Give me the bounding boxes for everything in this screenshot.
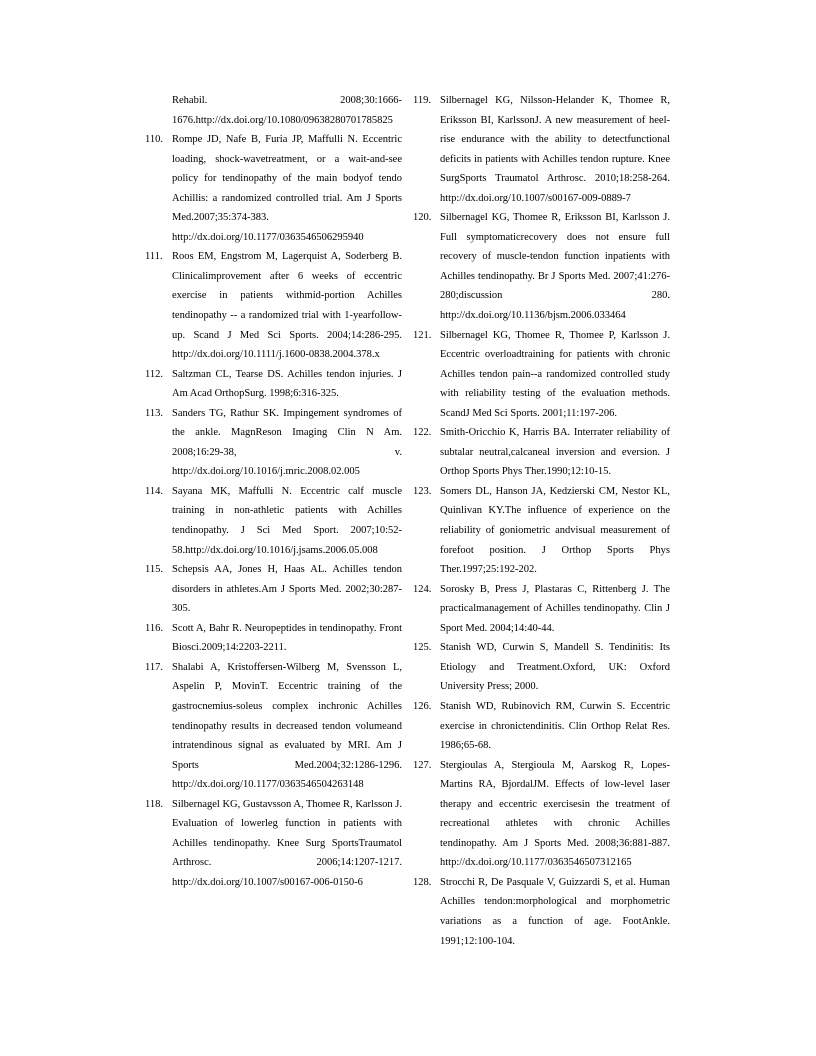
- reference-number: 122.: [413, 427, 432, 439]
- reference-text: Scott A, Bahr R. Neuropeptides in tendinopathy. Front Biosci.2009;14:2203-2211.: [172, 622, 402, 654]
- reference-item: [145, 365, 402, 404]
- reference-text: Saltzman CL, Tearse DS. Achilles tendon injuries. J Am Acad OrthopSurg. 1998;6:316-325.: [172, 368, 402, 400]
- references-column-right: [413, 91, 670, 951]
- reference-item: [413, 756, 670, 873]
- reference-number: 119.: [413, 95, 431, 106]
- reference-text: Sanders TG, Rathur SK. Impingement syndromes of the ankle. MagnReson Imaging Clin N Am. 2008;16:29-38, v. http://dx.doi.org/10.1016/j.mric.2008.02.005: [172, 407, 402, 478]
- reference-text: Roos EM, Engstrom M, Lagerquist A, Soderberg B. Clinicalimprovement after 6 weeks of eccentric exercise in patients withmid-portion Achilles tendinopathy -- a randomized trial with 1-yearfollow-up. Scand J Med Sci Sports. 2004;14:286-295. http://dx.doi.org/10.1111/j.1600-0838.2004.378.x: [172, 251, 402, 361]
- reference-text: Silbernagel KG, Thomee R, Thomee P, Karlsson J. Eccentric overloadtraining for patients with chronic Achilles tendon pain--a randomized controlled study with reliability testing of the evaluation methods. ScandJ Med Sci Sports. 2001;11:197-206.: [440, 329, 670, 419]
- reference-item: [413, 326, 670, 424]
- reference-number: 117.: [145, 661, 163, 673]
- reference-number: 123.: [413, 485, 432, 497]
- reference-number: 118.: [145, 798, 163, 810]
- reference-number: 125.: [413, 642, 432, 654]
- reference-continuation: [145, 91, 402, 130]
- reference-item: [145, 247, 402, 364]
- reference-number: 126.: [413, 700, 432, 712]
- reference-number: 114.: [145, 485, 163, 497]
- reference-item: [413, 208, 670, 325]
- reference-item: [145, 795, 402, 893]
- reference-item: [413, 482, 670, 580]
- reference-item: [413, 638, 670, 697]
- reference-item: [145, 404, 402, 482]
- references-column-left: [145, 91, 402, 892]
- reference-item: [413, 697, 670, 756]
- reference-item: [413, 423, 670, 482]
- reference-continuation-text: Rehabil. 2008;30:1666-1676.http://dx.doi.org/10.1080/09638280701785825: [172, 95, 402, 126]
- reference-number: 112.: [145, 368, 163, 380]
- reference-number: 127.: [413, 759, 432, 771]
- reference-item: [145, 560, 402, 619]
- reference-text: Stanish WD, Rubinovich RM, Curwin S. Eccentric exercise in chronictendinitis. Clin Orthop Relat Res. 1986;65-68.: [440, 700, 670, 752]
- reference-text: Strocchi R, De Pasquale V, Guizzardi S, et al. Human Achilles tendon:morphological and morphometric variations as a function of age. FootAnkle. 1991;12:100-104.: [440, 876, 670, 947]
- reference-text: Schepsis AA, Jones H, Haas AL. Achilles tendon disorders in athletes.Am J Sports Med. 2002;30:287-305.: [172, 564, 402, 615]
- reference-item: [145, 658, 402, 795]
- reference-item: [413, 580, 670, 639]
- reference-text: Sorosky B, Press J, Plastaras C, Rittenberg J. The practicalmanagement of Achilles tendinopathy. Clin J Sport Med. 2004;14:40-44.: [440, 583, 670, 634]
- reference-item: [145, 619, 402, 658]
- reference-text: Stanish WD, Curwin S, Mandell S. Tendinitis: Its Etiology and Treatment.Oxford, UK: Oxford University Press; 2000.: [440, 642, 670, 693]
- reference-item: [145, 130, 402, 247]
- reference-text: Silbernagel KG, Thomee R, Eriksson BI, Karlsson J. Full symptomaticrecovery does not ensure full recovery of muscle-tendon function inpatients with Achilles tendinopathy. Br J Sports Med. 2007;41:276-280;discussion 280. http://dx.doi.org/10.1136/bjsm.2006.033464: [440, 212, 670, 322]
- reference-text: Smith-Oricchio K, Harris BA. Interrater reliability of subtalar neutral,calcaneal inversion and eversion. J Orthop Sports Phys Ther.1990;12:10-15.: [440, 427, 670, 478]
- reference-number: 128.: [413, 876, 432, 888]
- reference-number: 124.: [413, 583, 432, 595]
- reference-number: 121.: [413, 329, 432, 341]
- reference-text: Stergioulas A, Stergioula M, Aarskog R, Lopes-Martins RA, BjordalJM. Effects of low-level laser therapy and eccentric exercisesin the treatment of recreational athletes with chronic Achilles tendinopathy. Am J Sports Med. 2008;36:881-887. http://dx.doi.org/10.1177/0363546507312165: [440, 759, 670, 869]
- reference-item: [413, 873, 670, 951]
- reference-text: Sayana MK, Maffulli N. Eccentric calf muscle training in non-athletic patients with Achilles tendinopathy. J Sci Med Sport. 2007;10:52-58.http://dx.doi.org/10.1016/j.jsams.2006.05.008: [172, 485, 402, 556]
- reference-item: [145, 482, 402, 560]
- reference-text: Somers DL, Hanson JA, Kedzierski CM, Nestor KL, Quinlivan KY.The influence of experience on the reliability of goniometric andvisual measurement of forefoot position. J Orthop Sports Phys Ther.1997;25:192-202.: [440, 485, 670, 576]
- reference-text: Silbernagel KG, Gustavsson A, Thomee R, Karlsson J. Evaluation of lowerleg function in patients with Achilles tendinopathy. Knee Surg SportsTraumatol Arthrosc. 2006;14:1207-1217. http://dx.doi.org/10.1007/s00167-006-0150-6: [172, 798, 402, 888]
- reference-text: Silbernagel KG, Nilsson-Helander K, Thomee R, Eriksson BI, KarlssonJ. A new measurement of heel-rise endurance with the ability to detectfunctional deficits in patients with Achilles tendon rupture. Knee SurgSports Traumatol Arthrosc. 2010;18:258-264. http://dx.doi.org/10.1007/s00167-009-0889-7: [440, 95, 670, 204]
- reference-number: 111.: [145, 251, 163, 263]
- reference-number: 115.: [145, 564, 163, 576]
- reference-number: 116.: [145, 622, 163, 634]
- reference-number: 113.: [145, 407, 163, 419]
- reference-text: Rompe JD, Nafe B, Furia JP, Maffulli N. Eccentric loading, shock-wavetreatment, or a wait-and-see policy for tendinopathy of the main bodyof tendo Achillis: a randomized controlled trial. Am J Sports Med.2007;35:374-383. http://dx.doi.org/10.1177/0363546506295940: [172, 134, 402, 243]
- reference-number: 110.: [145, 134, 163, 146]
- reference-text: Shalabi A, Kristoffersen-Wilberg M, Svensson L, Aspelin P, MovinT. Eccentric training of the gastrocnemius-soleus complex inchronic Achilles tendinopathy results in decreased tendon volumeand intratendinous signal as evaluated by MRI. Am J Sports Med.2004;32:1286-1296. http://dx.doi.org/10.1177/0363546504263148: [172, 661, 402, 791]
- reference-number: 120.: [413, 212, 432, 224]
- reference-item: [413, 91, 670, 208]
